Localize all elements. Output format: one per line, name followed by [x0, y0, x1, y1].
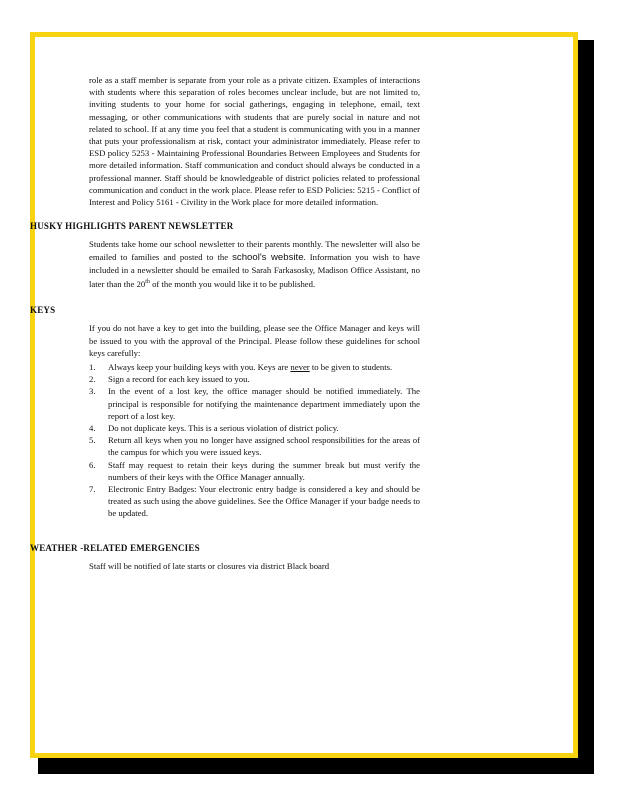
list-item	[30, 373, 420, 385]
list-text: Staff may request to retain their keys during the summer break but must verify the numbers of their keys with the Office Manager annually.	[108, 459, 420, 482]
school-website-phrase: school's website	[232, 251, 304, 263]
list-text: Electronic Entry Badges: Your electronic entry badge is considered a key and should be treated as such using the above guidelines. See the Office Manager if your badge needs to be updated.	[108, 483, 421, 519]
husky-text-2: . Information you wish to have included in a newsletter should be emailed to Sarah Farkasosky, Madison Office Assistant, no later than the 20	[89, 251, 420, 289]
husky-heading: HUSKY HIGHLIGHTS PARENT NEWSLETTER	[30, 221, 234, 232]
list-item	[30, 385, 420, 422]
keys-intro: If you do not have a key to get into the building, please see the Office Manager and keys will be issued to you with the approval of the Principal. Please follow these guidelines for school keys carefully:	[89, 323, 420, 358]
husky-superscript: th	[145, 279, 150, 286]
keys-list	[30, 361, 420, 520]
item1-post: to be given to students.	[311, 361, 393, 372]
list-number: 6.	[89, 459, 96, 470]
husky-text-1: Students take home our school newsletter to their parents monthly. The newsletter will also be emailed to families and posted to the	[89, 239, 420, 262]
keys-heading: KEYS	[30, 305, 56, 316]
list-number: 5.	[89, 435, 96, 446]
list-item	[30, 459, 420, 483]
list-text: Sign a record for each key issued to you.	[108, 374, 250, 385]
list-number: 3.	[89, 386, 96, 397]
list-text: In the event of a lost key, the office manager should be notified immediately. The principal is responsible for notifying the maintenance department immediately upon the report of a lost key.	[108, 386, 420, 421]
list-text: Do not duplicate keys. This is a serious violation of district policy.	[108, 422, 339, 433]
list-text: Return all keys when you no longer have assigned school responsibilities for the areas of the campus for which you were issued keys.	[108, 435, 420, 458]
husky-text-3: of the month you would like it to be published.	[149, 278, 316, 289]
list-item	[30, 422, 420, 434]
intro-paragraph: role as a staff member is separate from your role as a private citizen. Examples of interactions with students where this separation of roles becomes unclear include, but are not limited to, inviting students to your home for social gatherings, engaging in telephone, email, text messaging, or other communications with students that are purely social in nature and not related to school. If at any time you feel that a student is communicating with you in a manner that puts your professionalism at risk, contact your administrator immediately. Please refer to ESD policy 5253 - Maintaining Professional Boundaries Between Employees and Students for more detailed information. Staff communication and conduct should always be conducted in a professional manner. Staff should be knowledgeable of district policies related to professional communication and conduct in the work place. Please refer to ESD Policies: 5215 - Conflict of Interest and Policy 5161 - Civility in the Work place for more detailed information.	[89, 75, 420, 208]
list-number: 4.	[89, 422, 96, 433]
weather-paragraph: Staff will be notified of late starts or closures via district Black board	[89, 560, 330, 571]
list-item	[30, 434, 420, 458]
list-item	[30, 361, 420, 373]
list-number: 1.	[89, 361, 96, 372]
list-number: 2.	[89, 374, 96, 385]
list-number: 7.	[89, 483, 96, 494]
item1-underlined: never	[290, 361, 310, 372]
husky-paragraph	[30, 238, 420, 290]
document-body	[30, 38, 420, 572]
weather-heading: WEATHER -RELATED EMERGENCIES	[30, 542, 200, 553]
list-item	[30, 483, 420, 520]
item1-pre: Always keep your building keys with you. Keys are	[108, 361, 289, 372]
